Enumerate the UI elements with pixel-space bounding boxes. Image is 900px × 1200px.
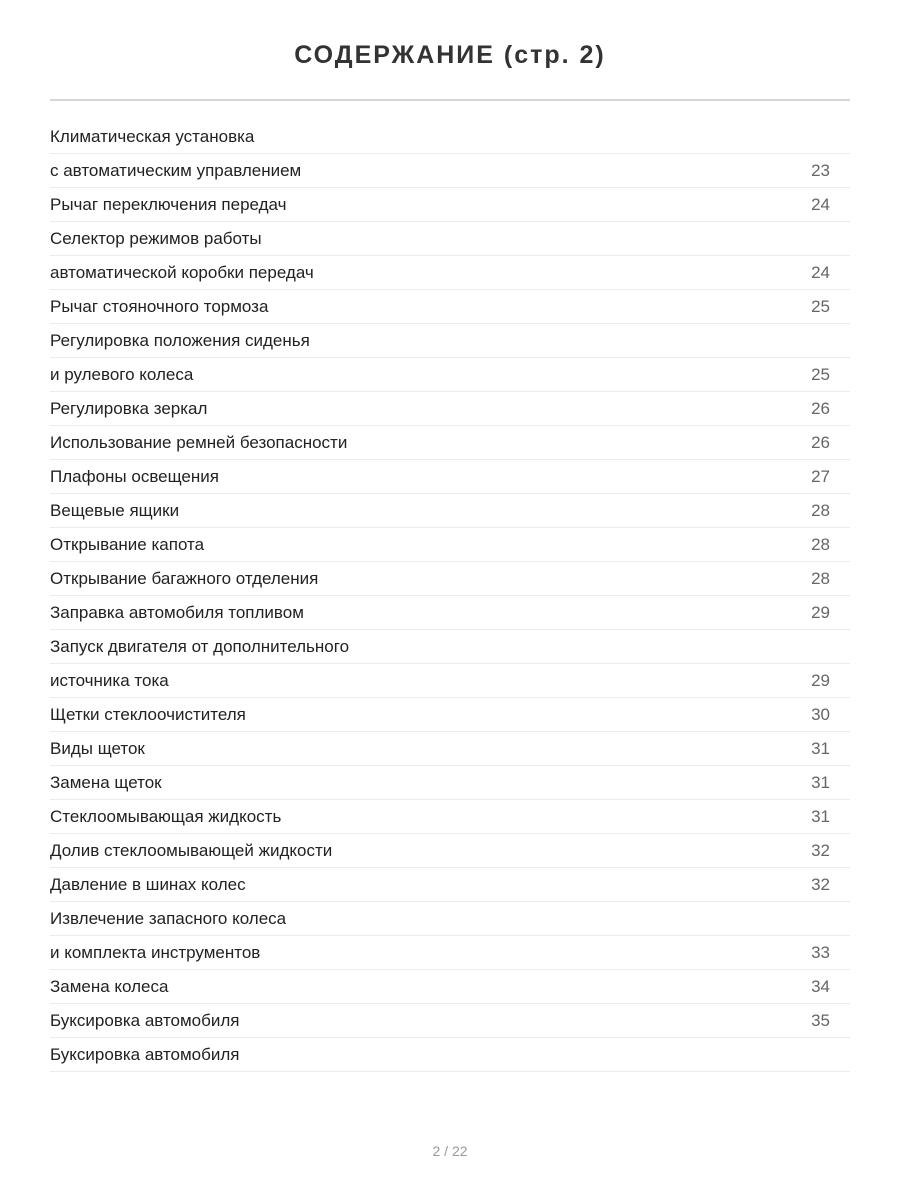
title-divider (50, 99, 850, 101)
toc-entry-title: Регулировка зеркал (50, 399, 208, 418)
toc-entry-page-number: 31 (811, 739, 830, 758)
table-of-contents (50, 120, 850, 1072)
toc-entry-title: Плафоны освещения (50, 467, 219, 486)
toc-entry-title: и комплекта инструментов (50, 943, 261, 962)
toc-entry-title: Рычаг стояночного тормоза (50, 297, 269, 316)
toc-entry[interactable] (50, 528, 850, 562)
page-indicator: 2 / 22 (432, 1143, 468, 1159)
toc-entry-title: с автоматическим управлением (50, 161, 302, 180)
toc-entry-title: Регулировка положения сиденья (50, 331, 310, 350)
toc-entry[interactable] (50, 392, 850, 426)
toc-entry[interactable] (50, 358, 850, 392)
toc-entry[interactable] (50, 460, 850, 494)
toc-entry[interactable] (50, 630, 850, 664)
toc-entry-page-number: 28 (811, 569, 830, 588)
toc-entry-title: автоматической коробки передач (50, 263, 314, 282)
toc-entry[interactable] (50, 698, 850, 732)
toc-entry[interactable] (50, 868, 850, 902)
toc-entry[interactable] (50, 834, 850, 868)
toc-entry[interactable] (50, 664, 850, 698)
toc-entry[interactable] (50, 154, 850, 188)
toc-entry-title: Извлечение запасного колеса (50, 909, 287, 928)
toc-entry-title: Щетки стеклоочистителя (50, 705, 246, 724)
toc-entry-title: Долив стеклоомывающей жидкости (50, 841, 333, 860)
toc-entry-page-number: 31 (811, 807, 830, 826)
toc-entry-page-number: 25 (811, 297, 830, 316)
toc-entry[interactable] (50, 562, 850, 596)
toc-entry-page-number: 28 (811, 501, 830, 520)
toc-entry[interactable] (50, 120, 850, 154)
toc-entry-page-number: 26 (811, 433, 830, 452)
toc-entry-page-number: 24 (811, 195, 830, 214)
toc-entry-page-number: 28 (811, 535, 830, 554)
toc-entry[interactable] (50, 902, 850, 936)
toc-entry[interactable] (50, 290, 850, 324)
page-title: СОДЕРЖАНИЕ (стр. 2) (294, 41, 606, 69)
toc-entry-title: Селектор режимов работы (50, 229, 262, 248)
toc-entry[interactable] (50, 800, 850, 834)
toc-entry-title: Вещевые ящики (50, 501, 180, 520)
toc-entry-title: Замена щеток (50, 773, 162, 792)
toc-entry-page-number: 35 (811, 1011, 830, 1030)
toc-entry-title: Замена колеса (50, 977, 169, 996)
toc-entry-page-number: 25 (811, 365, 830, 384)
toc-entry-page-number: 26 (811, 399, 830, 418)
toc-entry-page-number: 34 (811, 977, 830, 996)
toc-entry-title: Рычаг переключения передач (50, 195, 287, 214)
toc-entry-page-number: 29 (811, 671, 830, 690)
toc-entry[interactable] (50, 732, 850, 766)
toc-entry-title: Давление в шинах колес (50, 875, 246, 894)
toc-entry[interactable] (50, 256, 850, 290)
toc-entry-title: Использование ремней безопасности (50, 433, 348, 452)
toc-entry-title: Буксировка автомобиля (50, 1011, 240, 1030)
toc-entry-title: и рулевого колеса (50, 365, 194, 384)
toc-entry[interactable] (50, 494, 850, 528)
toc-entry-page-number: 32 (811, 875, 830, 894)
toc-entry-page-number: 33 (811, 943, 830, 962)
toc-entry[interactable] (50, 936, 850, 970)
toc-entry[interactable] (50, 426, 850, 460)
toc-entry-page-number: 32 (811, 841, 830, 860)
toc-entry-title: Буксировка автомобиля (50, 1045, 240, 1064)
toc-entry[interactable] (50, 1038, 850, 1072)
toc-entry-page-number: 30 (811, 705, 830, 724)
toc-entry-title: Климатическая установка (50, 127, 255, 146)
toc-entry-title: Открывание багажного отделения (50, 569, 319, 588)
toc-entry-title: Открывание капота (50, 535, 205, 554)
toc-entry[interactable] (50, 222, 850, 256)
toc-entry-page-number: 23 (811, 161, 830, 180)
toc-entry-title: Виды щеток (50, 739, 145, 758)
toc-entry[interactable] (50, 324, 850, 358)
toc-entry-page-number: 24 (811, 263, 830, 282)
toc-entry-title: Запуск двигателя от дополнительного (50, 637, 350, 656)
toc-entry-title: Заправка автомобиля топливом (50, 603, 304, 622)
toc-entry-page-number: 27 (811, 467, 830, 486)
toc-entry[interactable] (50, 970, 850, 1004)
toc-entry-page-number: 31 (811, 773, 830, 792)
toc-entry[interactable] (50, 596, 850, 630)
toc-entry-page-number: 29 (811, 603, 830, 622)
toc-entry[interactable] (50, 766, 850, 800)
toc-entry-title: источника тока (50, 671, 169, 690)
toc-entry[interactable] (50, 1004, 850, 1038)
toc-entry[interactable] (50, 188, 850, 222)
toc-entry-title: Стеклоомывающая жидкость (50, 807, 282, 826)
